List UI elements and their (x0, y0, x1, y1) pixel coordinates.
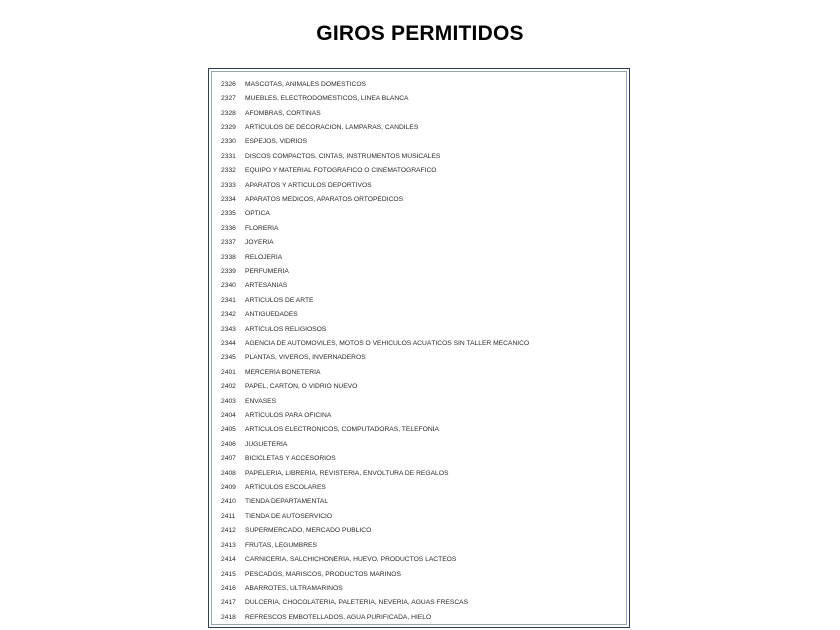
giro-description: CARNICERÍA, SALCHICHONERÍA, HUEVO, PRODUCTOS LÁCTEOS (245, 556, 457, 564)
giro-code: 2326 (221, 80, 236, 88)
giro-description: SUPERMERCADO, MERCADO PÚBLICO (245, 527, 372, 535)
giro-code: 2412 (221, 527, 236, 535)
giro-description: ARTÍCULOS RELIGIOSOS (245, 325, 327, 333)
giro-code: 2416 (221, 584, 236, 592)
giro-code: 2404 (221, 412, 236, 420)
giro-code: 2338 (221, 253, 236, 261)
giro-code: 2408 (221, 469, 236, 477)
giro-code: 2345 (221, 354, 236, 362)
table-row (221, 308, 625, 322)
giro-code: 2334 (221, 195, 236, 203)
table-row (221, 480, 625, 494)
table-row (221, 163, 625, 177)
table-row (221, 610, 625, 624)
giros-table (208, 68, 630, 628)
giro-code: 2413 (221, 541, 236, 549)
giro-code: 2405 (221, 426, 236, 434)
giro-description: ABARROTES, ULTRAMARINOS (245, 584, 343, 592)
table-row (221, 524, 625, 538)
table-row (221, 178, 625, 192)
giro-description: PAPEL, CARTÓN, O VIDRIO NUEVO (245, 383, 358, 391)
giro-code: 2415 (221, 570, 236, 578)
giro-description: PAPELERÍA, LIBRERÍA, REVISTERÍA, ENVOLTURA DE REGALOS (245, 469, 449, 477)
giro-code: 2337 (221, 239, 236, 247)
table-row (221, 581, 625, 595)
table-row (221, 221, 625, 235)
giro-description: MERCERÍA BONETERÍA (245, 368, 321, 376)
giro-code: 2414 (221, 556, 236, 564)
table-row (221, 466, 625, 480)
giro-description: RELOJERÍA (245, 253, 283, 261)
giro-code: 2329 (221, 123, 236, 131)
giro-code: 2418 (221, 613, 236, 621)
giro-code: 2336 (221, 224, 236, 232)
page-title: GIROS PERMITIDOS (316, 22, 524, 45)
giro-description: ANTIGÜEDADES (245, 311, 298, 319)
giro-description: PERFUMERÍA (245, 267, 289, 275)
table-row (221, 452, 625, 466)
table-row (221, 437, 625, 451)
table-row (221, 235, 625, 249)
giro-code: 2417 (221, 599, 236, 607)
giro-description: APARATOS Y ARTÍCULOS DEPORTIVOS (245, 181, 372, 189)
table-row (221, 365, 625, 379)
table-row (221, 380, 625, 394)
giro-description: JUGUETERÍA (245, 440, 288, 448)
giro-code: 2410 (221, 498, 236, 506)
table-row (221, 423, 625, 437)
giro-description: ARTÍCULOS ELECTRÓNICOS, COMPUTADORAS, TELEFONÍA (245, 426, 439, 434)
giro-description: JOYERÍA (245, 239, 274, 247)
giro-description: DISCOS COMPACTOS, CINTAS, INSTRUMENTOS MUSICALES (245, 152, 441, 160)
giro-code: 2342 (221, 311, 236, 319)
table-row (221, 336, 625, 350)
giro-code: 2411 (221, 512, 236, 520)
table-row (221, 408, 625, 422)
giro-description: ARTÍCULOS DE ARTE (245, 296, 314, 304)
giro-code: 2401 (221, 368, 236, 376)
table-row (221, 120, 625, 134)
table-row (221, 293, 625, 307)
table-row (221, 250, 625, 264)
table-row (221, 106, 625, 120)
giro-description: REFRESCOS EMBOTELLADOS, AGUA PURIFICADA, HIELO (245, 613, 432, 621)
giro-code: 2327 (221, 95, 236, 103)
giro-description: ARTÍCULOS DE DECORACIÓN, LÁMPARAS, CANDILES (245, 123, 419, 131)
giro-description: PLANTAS, VIVEROS, INVERNADEROS (245, 354, 366, 362)
giro-code: 2333 (221, 181, 236, 189)
giros-list (221, 77, 625, 624)
table-row (221, 77, 625, 91)
giro-description: TIENDA DE AUTOSERVICIO (245, 512, 333, 520)
giro-code: 2340 (221, 282, 236, 290)
giro-description: FLORERÍA (245, 224, 279, 232)
giro-description: APARATOS MÉDICOS, APARATOS ORTOPÉDICOS (245, 195, 404, 203)
giro-description: ARTÍCULOS ESCOLARES (245, 484, 326, 492)
giro-code: 2343 (221, 325, 236, 333)
giro-code: 2407 (221, 455, 236, 463)
giro-code: 2403 (221, 397, 236, 405)
table-row (221, 149, 625, 163)
giro-code: 2344 (221, 340, 236, 348)
giro-code: 2402 (221, 383, 236, 391)
giro-code: 2335 (221, 210, 236, 218)
table-row (221, 279, 625, 293)
giro-description: AFOMBRAS, CORTINAS (245, 109, 321, 117)
giro-code: 2332 (221, 167, 236, 175)
table-row (221, 552, 625, 566)
table-row (221, 351, 625, 365)
giro-code: 2328 (221, 109, 236, 117)
table-row (221, 495, 625, 509)
giro-code: 2341 (221, 296, 236, 304)
giro-description: ENVASES (245, 397, 277, 405)
table-row (221, 91, 625, 105)
giro-description: BICICLETAS Y ACCESORIOS (245, 455, 336, 463)
table-row (221, 135, 625, 149)
table-row (221, 264, 625, 278)
giro-description: TIENDA DEPARTAMENTAL (245, 498, 329, 506)
giro-code: 2331 (221, 152, 236, 160)
table-row (221, 192, 625, 206)
giro-code: 2409 (221, 484, 236, 492)
giro-description: EQUIPO Y MATERIAL FOTOGRÁFICO O CINEMATOGRÁFICO (245, 167, 437, 175)
giro-description: ARTESANIAS (245, 282, 288, 290)
giro-description: FRUTAS, LEGUMBRES (245, 541, 317, 549)
table-row (221, 567, 625, 581)
giro-code: 2339 (221, 267, 236, 275)
giro-code: 2406 (221, 440, 236, 448)
table-row (221, 509, 625, 523)
table-row (221, 538, 625, 552)
giro-code: 2330 (221, 138, 236, 146)
giro-description: MASCOTAS, ANIMALES DOMÉSTICOS (245, 80, 367, 88)
giro-description: ESPEJOS, VIDRIOS (245, 138, 308, 146)
table-row (221, 596, 625, 610)
giro-description: ARTÍCULOS PARA OFICINA (245, 412, 332, 420)
table-row (221, 207, 625, 221)
giro-description: ÓPTICA (245, 210, 270, 218)
giro-description: MUEBLES, ELECTRODOMÉSTICOS, LÍNEA BLANCA (245, 95, 409, 103)
table-row (221, 394, 625, 408)
giro-description: PESCADOS, MARISCOS, PRODUCTOS MARINOS (245, 570, 401, 578)
giro-description: AGENCIA DE AUTOMÓVILES, MOTOS O VEHÍCULOS ACUÁTICOS SIN TALLER MECÁNICO (245, 340, 530, 348)
table-row (221, 322, 625, 336)
giro-description: DULCERÍA, CHOCOLATERÍA, PALETERÍA, NEVERÍA, AGUAS FRESCAS (245, 599, 469, 607)
